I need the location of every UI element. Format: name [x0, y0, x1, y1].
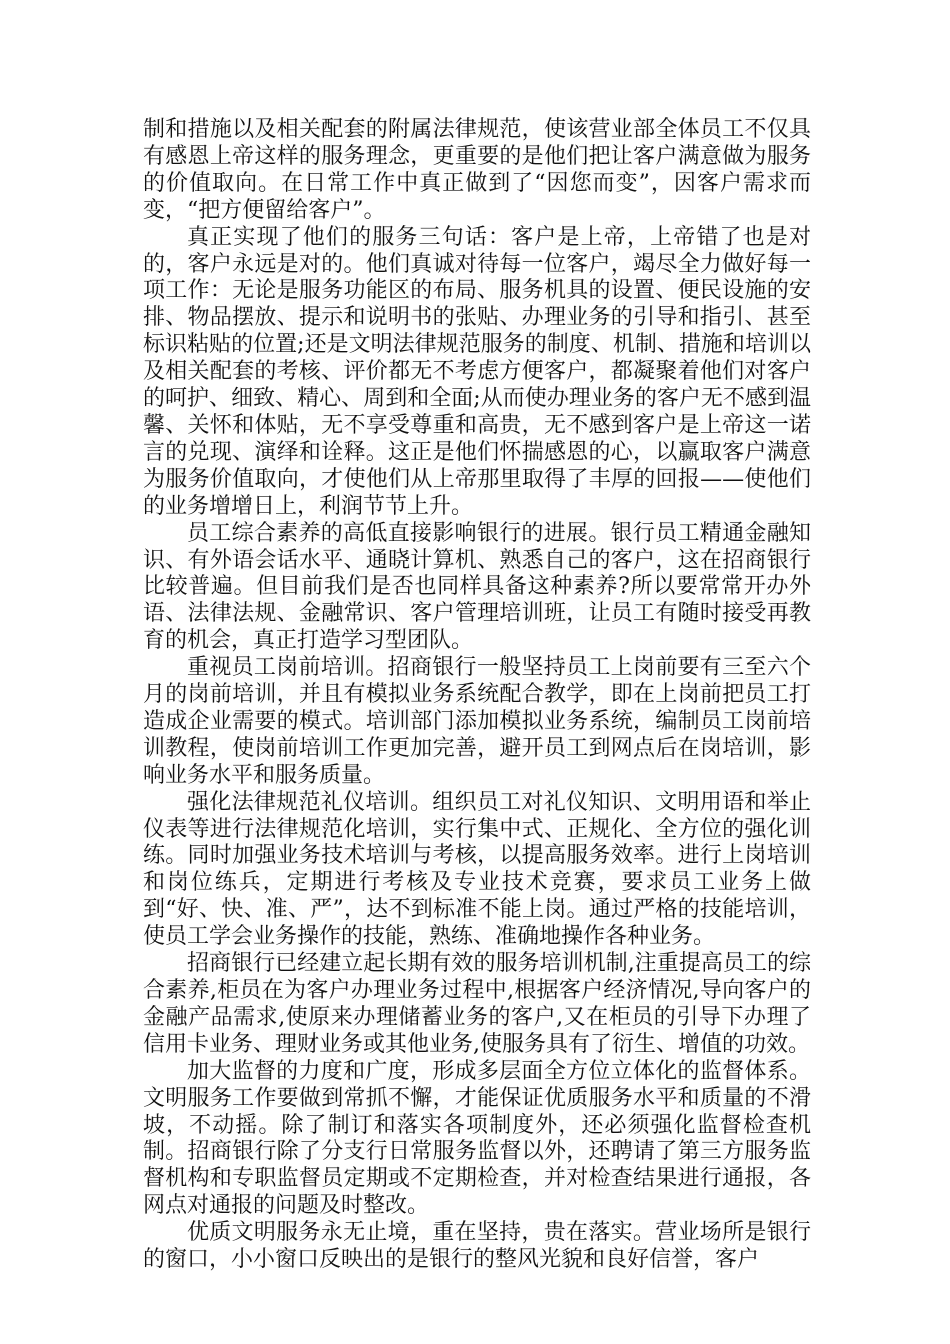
- document-body: [143, 117, 811, 1274]
- paragraph-7: 加大监督的力度和广度，形成多层面全方位立体化的监督体系。文明服务工作要做到常抓不懈，才能保证优质服务水平和质量的不滑坡，不动摇。除了制订和落实各项制度外，还必须强化监督检查机制。招商银行除了分支行日常服务监督以外，还聘请了第三方服务监督机构和专职监督员定期或不定期检查，并对检查结果进行通报，各网点对通报的问题及时整改。: [143, 1058, 811, 1219]
- paragraph-4: 重视员工岗前培训。招商银行一般坚持员工上岗前要有三至六个月的岗前培训，并且有模拟业务系统配合教学，即在上岗前把员工打造成企业需要的模式。培训部门添加模拟业务系统，编制员工岗前培训教程，使岗前培训工作更加完善，避开员工到网点后在岗培训，影响业务水平和服务质量。: [143, 655, 811, 788]
- paragraph-6: 招商银行已经建立起长期有效的服务培训机制,注重提高员工的综合素养,柜员在为客户办理业务过程中,根据客户经济情况,导向客户的金融产品需求,使原来办理储蓄业务的客户,又在柜员的引导下办理了信用卡业务、理财业务或其他业务,使服务具有了衍生、增值的功效。: [143, 951, 811, 1057]
- paragraph-3: 员工综合素养的高低直接影响银行的进展。银行员工精通金融知识、有外语会话水平、通晓计算机、熟悉自己的客户，这在招商银行比较普遍。但目前我们是否也同样具备这种素养?所以要常常开办外语、法律法规、金融常识、客户管理培训班，让员工有随时接受再教育的机会，真正打造学习型团队。: [143, 520, 811, 654]
- paragraph-8: 优质文明服务永无止境，重在坚持，贵在落实。营业场所是银行的窗口，小小窗口反映出的是银行的整风光貌和良好信誉，客户: [143, 1220, 811, 1273]
- paragraph-5: 强化法律规范礼仪培训。组织员工对礼仪知识、文明用语和举止仪表等进行法律规范化培训，实行集中式、正规化、全方位的强化训练。同时加强业务技术培训与考核，以提高服务效率。进行上岗培训和岗位练兵，定期进行考核及专业技术竞赛，要求员工业务上做到“好、快、准、严”，达不到标准不能上岗。通过严格的技能培训，使员工学会业务操作的技能，熟练、准确地操作各种业务。: [143, 789, 811, 950]
- paragraph-2: 真正实现了他们的服务三句话：客户是上帝，上帝错了也是对的，客户永远是对的。他们真诚对待每一位客户，竭尽全力做好每一项工作：无论是服务功能区的布局、服务机具的设置、便民设施的安排、物品摆放、提示和说明书的张贴、办理业务的引导和指引、甚至标识粘贴的位置;还是文明法律规范服务的制度、机制、措施和培训以及相关配套的考核、评价都无不考虑方便客户，都凝聚着他们对客户的呵护、细致、精心、周到和全面;从而使办理业务的客户无不感到温馨、关怀和体贴，无不享受尊重和高贵，无不感到客户是上帝这一诺言的兑现、演绎和诠释。这正是他们怀揣感恩的心，以赢取客户满意为服务价值取向，才使他们从上帝那里取得了丰厚的回报——使他们的业务增增日上，利润节节上升。: [143, 224, 811, 519]
- paragraph-1: 制和措施以及相关配套的附属法律规范，使该营业部全体员工不仅具有感恩上帝这样的服务理念，更重要的是他们把让客户满意做为服务的价值取向。在日常工作中真正做到了“因您而变”，因客户需求而变，“把方便留给客户”。: [143, 117, 811, 223]
